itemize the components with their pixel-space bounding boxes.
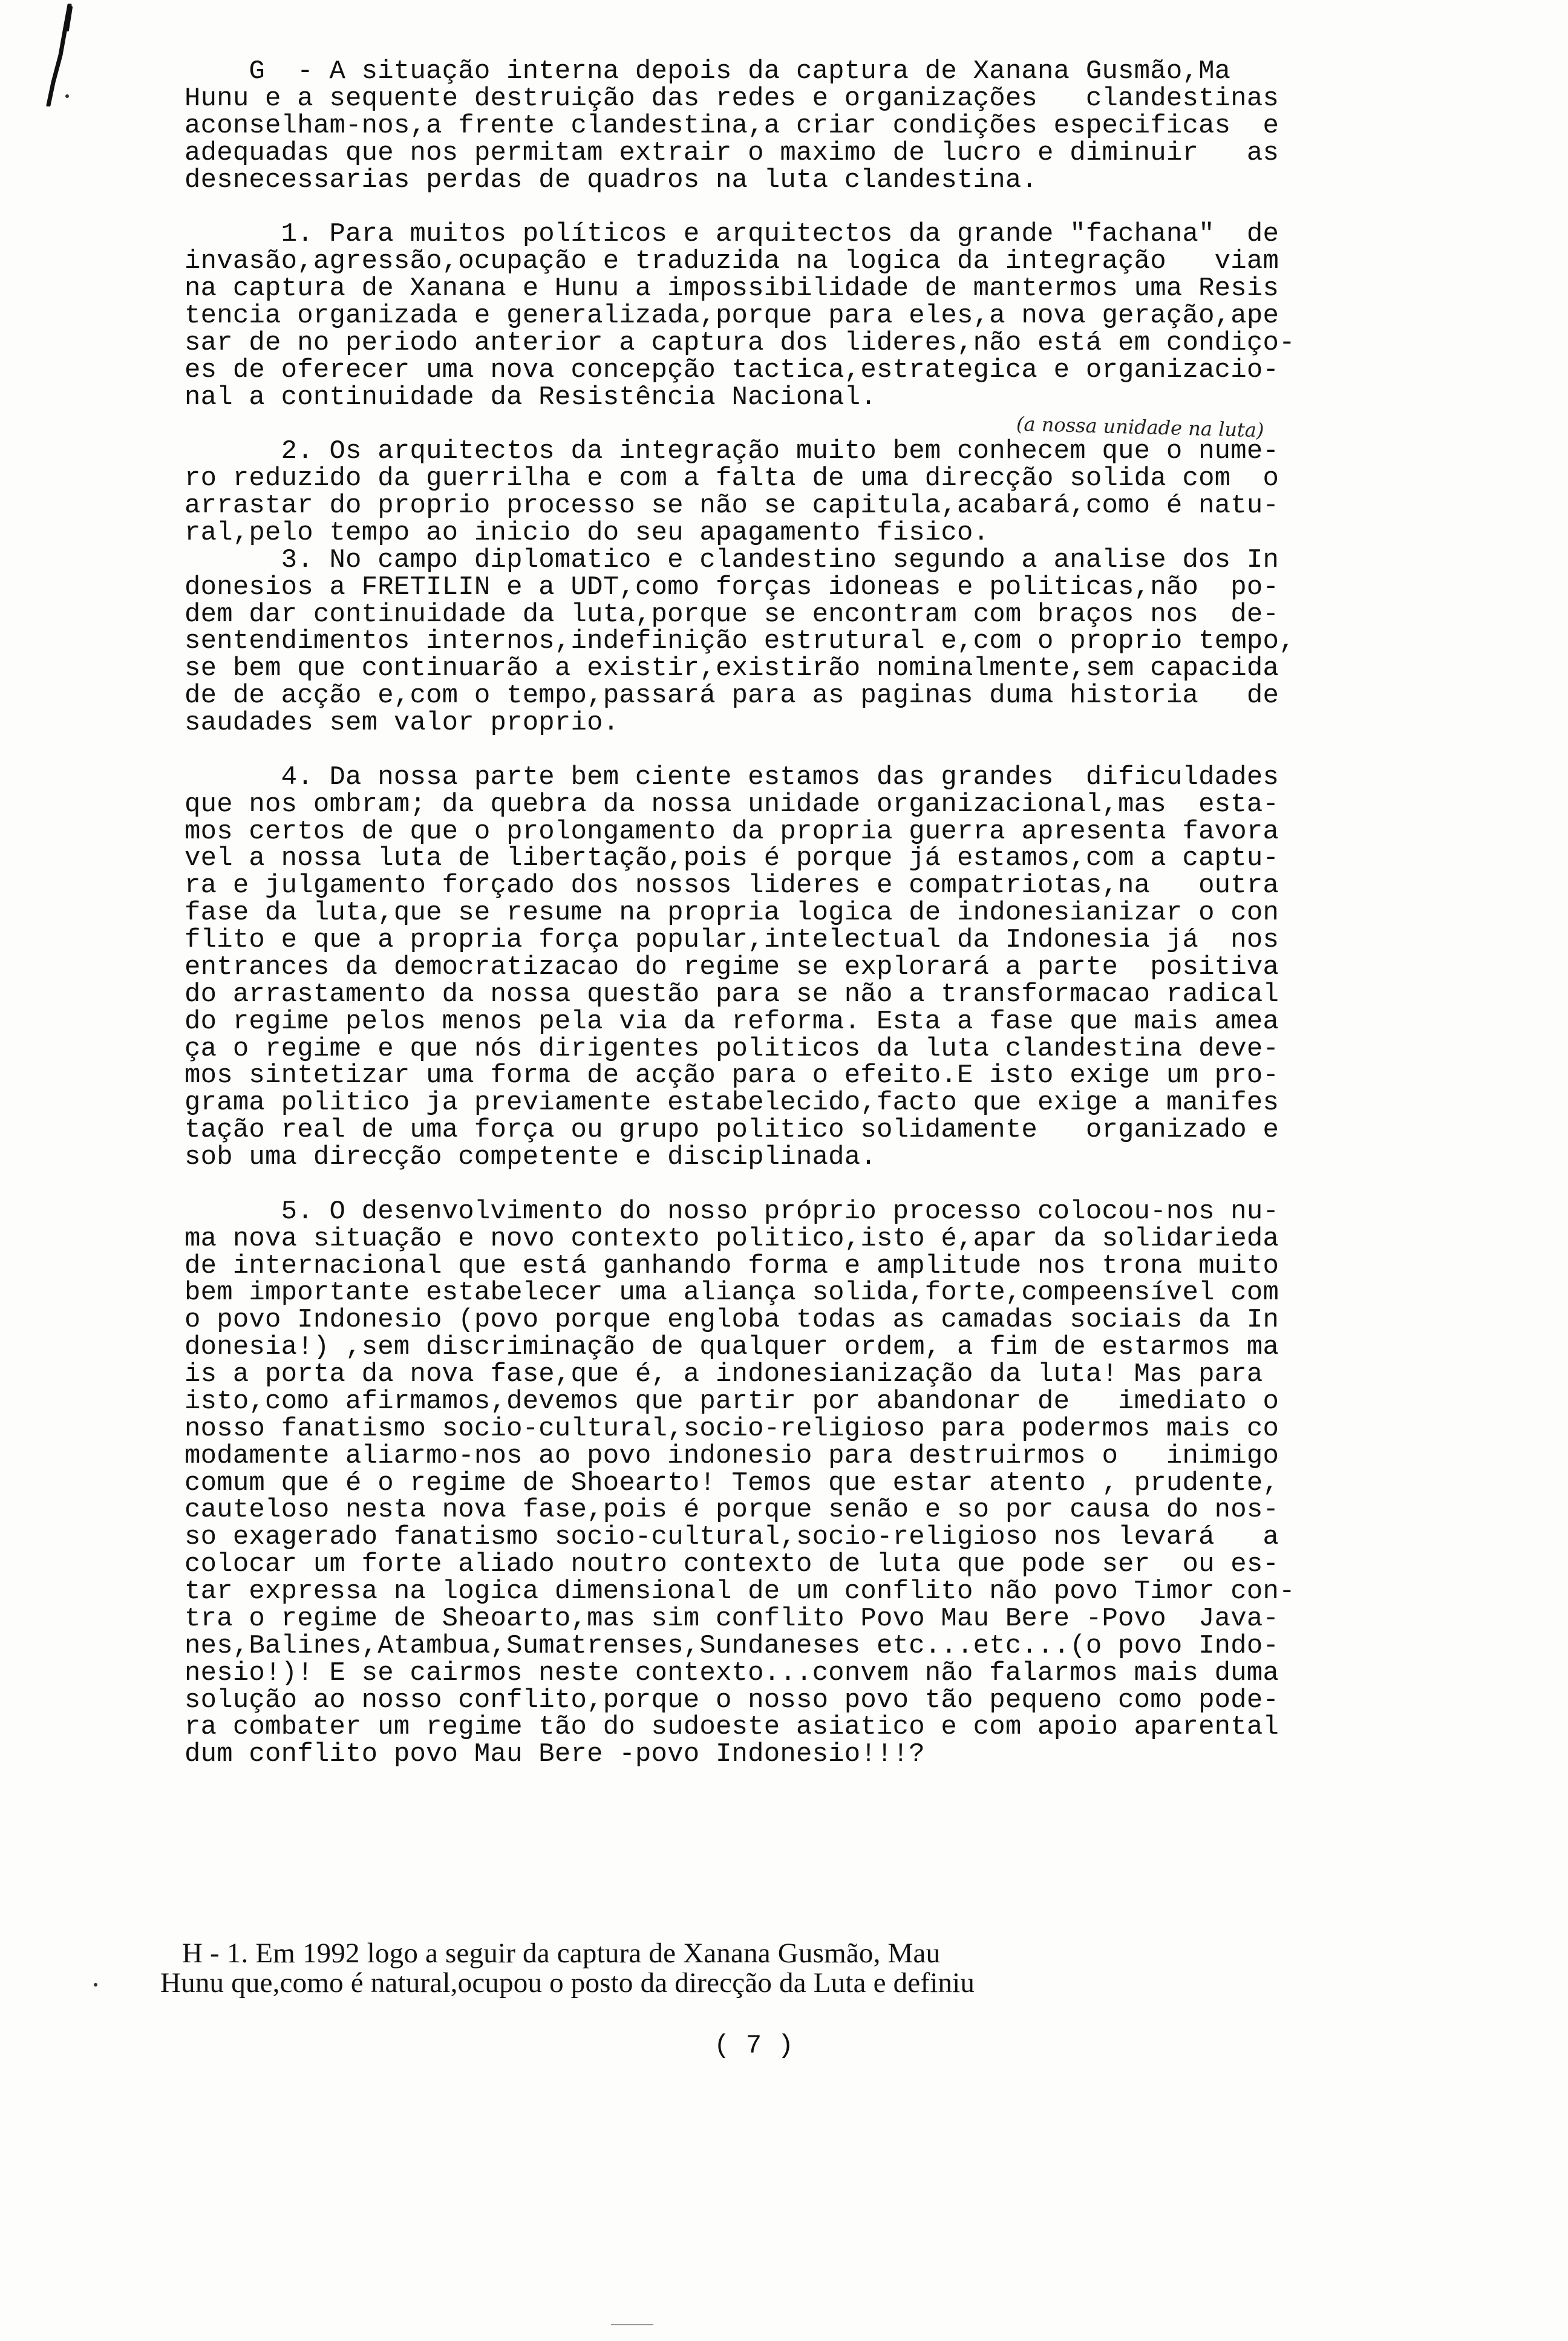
pen-stroke-mark — [42, 4, 79, 106]
section-h-text: H - 1. Em 1992 logo a seguir da captura de Xanana Gusmão, Mau Hunu que,como é natural,ocupou o posto da direcção da Luta e definiu — [160, 1938, 975, 1999]
scan-edge-mark — [611, 2324, 653, 2325]
scan-speck — [94, 1983, 97, 1987]
page-number: ( 7 ) — [714, 2031, 794, 2061]
scan-speck — [65, 94, 69, 98]
handwritten-annotation: (a nossa unidade na luta) — [1016, 412, 1264, 442]
section-g-text: G - A situação interna depois da captura de Xanana Gusmão,Ma Hunu e a sequente destruição das redes e organizações clandestinas aconselham-nos,a frente clandestina,a criar condições especificas e adequadas que nos permitam extrair o maximo de lucro e diminuir as desnecessarias perdas de quadros na luta clandestina. 1. Para muitos políticos e arquitectos da grande "fachana" de invasão,agressão,ocupação e traduzida na logica da integração viam na captura de Xanana e Hunu a impossibilidade de mantermos uma Resis tencia organizada e generalizada,porque para eles,a nova geração,ape sar de no periodo anterior a captura dos lideres,não está em condiço- es de oferecer uma nova concepção tactica,estrategica e organizacio- nal a continuidade da Resistência Nacional. 2. Os arquitectos da integração muito bem conhecem que o nume- ro reduzido da guerrilha e com a falta de uma direcção solida com o arrastar do proprio processo se não se capitula,acabará,como é natu- ral,pelo tempo ao inicio do seu apagamento fisico. 3. No campo diplomatico e clandestino segundo a analise dos In donesios a FRETILIN e a UDT,como forças idoneas e politicas,não po- dem dar continuidade da luta,porque se encontram com braços nos de- sentendimentos internos,indefinição estrutural e,com o proprio tempo, se bem que continuarão a existir,existirão nominalmente,sem capacida de de acção e,com o tempo,passará para as paginas duma historia de saudades sem valor proprio. 4. Da nossa parte bem ciente estamos das grandes dificuldades que nos ombram; da quebra da nossa unidade organizacional,mas esta- mos certos de que o prolongamento da propria guerra apresenta favora vel a nossa luta de libertação,pois é porque já estamos,com a captu- ra e julgamento forçado dos nossos lideres e compatriotas,na outra fase da luta,que se resume na propria logica de indonesianizar o con flito e que a propria força popular,intelectual da Indonesia já nos entrances da democratizacao do regime se explorará a parte positiva do arrastamento da nossa questão para se não a transformacao radical do regime pelos menos pela via da reforma. Esta a fase que mais amea ça o regime e que nós dirigentes politicos da luta clandestina deve- mos sintetizar uma forma de acção para o efeito.E isto exige um pro- grama politico ja previamente estabelecido,facto que exige a manifes tação real de uma força ou grupo politico solidamente organizado e sob uma direcção competente e disciplinada. 5. O desenvolvimento do nosso próprio processo colocou-nos nu- ma nova situação e novo contexto politico,isto é,apar da solidarieda de internacional que está ganhando forma e amplitude nos trona muito bem importante estabelecer uma aliança solida,forte,compeensível com o povo Indonesio (povo porque engloba todas as camadas sociais da In donesia!) ,sem discriminação de qualquer ordem, a fim de estarmos ma is a porta da nova fase,que é, a indonesianização da luta! Mas para isto,como afirmamos,devemos que partir por abandonar de imediato o nosso fanatismo socio-cultural,socio-religioso para podermos mais co modamente aliarmo-nos ao povo indonesio para destruirmos o inimigo comum que é o regime de Shoearto! Temos que estar atento , prudente, cauteloso nesta nova fase,pois é porque senão e so por causa do nos- so exagerado fanatismo socio-cultural,socio-religioso nos levará a colocar um forte aliado noutro contexto de luta que pode ser ou es- tar expressa na logica dimensional de um conflito não povo Timor con- tra o regime de Sheoarto,mas sim conflito Povo Mau Bere -Povo Java- nes,Balines,Atambua,Sumatrenses,Sundaneses etc...etc...(o povo Indo- nesio!)! E se cairmos neste contexto...convem não falarmos mais duma solução ao nosso conflito,porque o nosso povo tão pequeno como pode- ra combater um regime tão do sudoeste asiatico e com apoio aparental dum conflito povo Mau Bere -povo Indonesio!!!? — [185, 56, 1295, 1770]
